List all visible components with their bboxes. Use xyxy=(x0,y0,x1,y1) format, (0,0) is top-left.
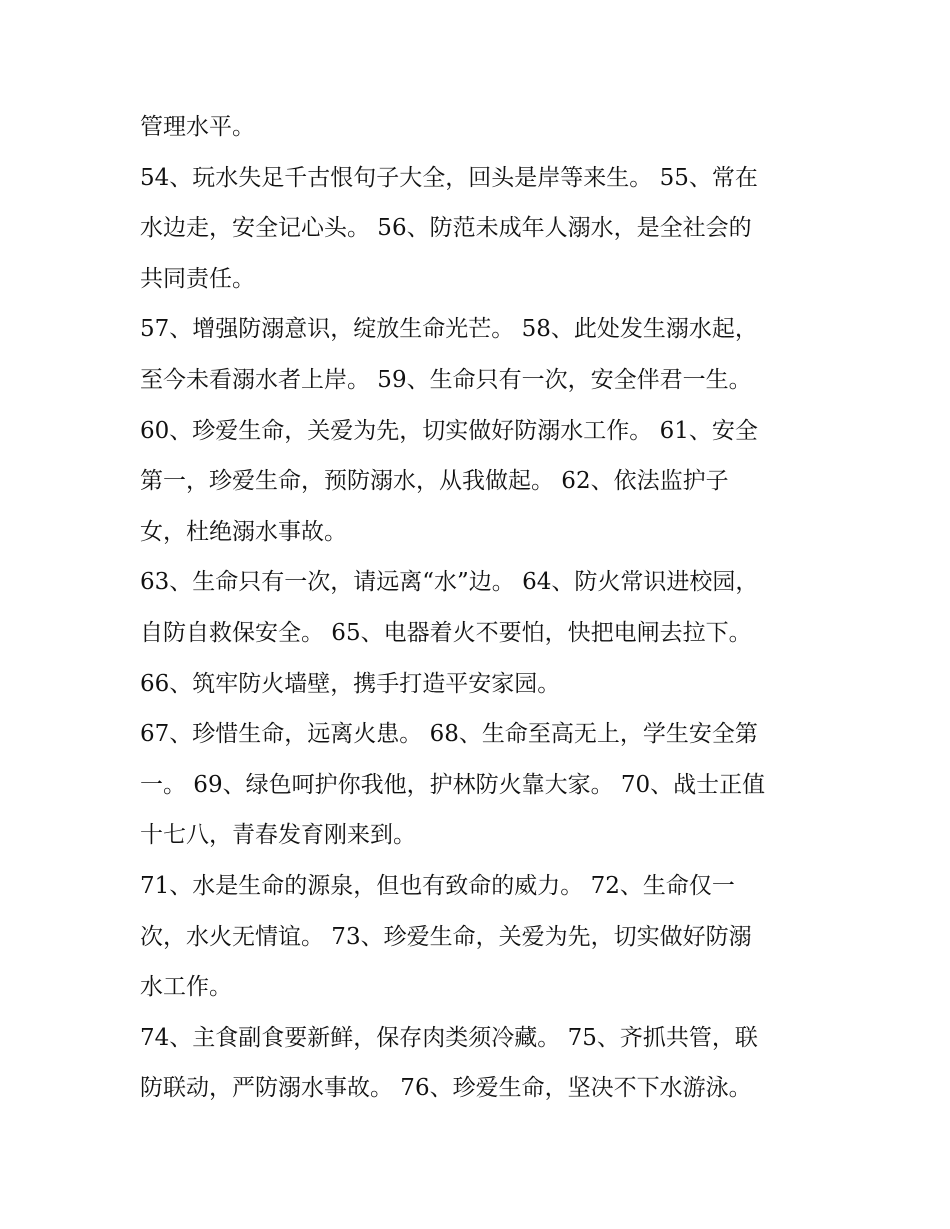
text-line: 57、增强防溺意识，绽放生命光芒。 58、此处发生溺水起， xyxy=(140,316,758,343)
text-line: 十七八，青春发育刚来到。 xyxy=(140,822,416,849)
text-line: 共同责任。 xyxy=(140,265,255,292)
text-line: 63、生命只有一次，请远离“水”边。 64、防火常识进校园， xyxy=(140,569,759,596)
text-line: 女，杜绝溺水事故。 xyxy=(140,518,347,545)
text-line: 60、珍爱生命，关爱为先，切实做好防溺水工作。 61、安全 xyxy=(140,417,758,444)
text-line: 66、筑牢防火墙壁，携手打造平安家园。 xyxy=(140,670,561,697)
text-line: 管理水平。 xyxy=(140,114,255,140)
text-line: 防联动，严防溺水事故。 76、珍爱生命，坚决不下水游泳。 xyxy=(140,1075,752,1102)
text-line: 71、水是生命的源泉，但也有致命的威力。 72、生命仅一 xyxy=(140,872,735,899)
text-line: 一。 69、绿色呵护你我他，护林防火靠大家。 70、战士正值 xyxy=(140,771,766,798)
text-line: 67、珍惜生命，远离火患。 68、生命至高无上，学生安全第 xyxy=(140,721,758,748)
text-line: 次，水火无情谊。 73、珍爱生命，关爱为先，切实做好防溺 xyxy=(140,923,752,950)
text-line: 自防自救保安全。 65、电器着火不要怕，快把电闸去拉下。 xyxy=(140,619,752,646)
text-line: 水边走，安全记心头。 56、防范未成年人溺水，是全社会的 xyxy=(140,215,752,242)
document-body xyxy=(140,102,810,1114)
text-line: 水工作。 xyxy=(140,974,232,1001)
text-line: 74、主食副食要新鲜，保存肉类须冷藏。 75、齐抓共管，联 xyxy=(140,1024,758,1051)
text-line: 第一，珍爱生命，预防溺水，从我做起。 62、依法监护子 xyxy=(140,468,729,495)
text-line: 54、玩水失足千古恨句子大全，回头是岸等来生。 55、常在 xyxy=(140,164,758,191)
text-line: 至今未看溺水者上岸。 59、生命只有一次，安全伴君一生。 xyxy=(140,366,752,393)
